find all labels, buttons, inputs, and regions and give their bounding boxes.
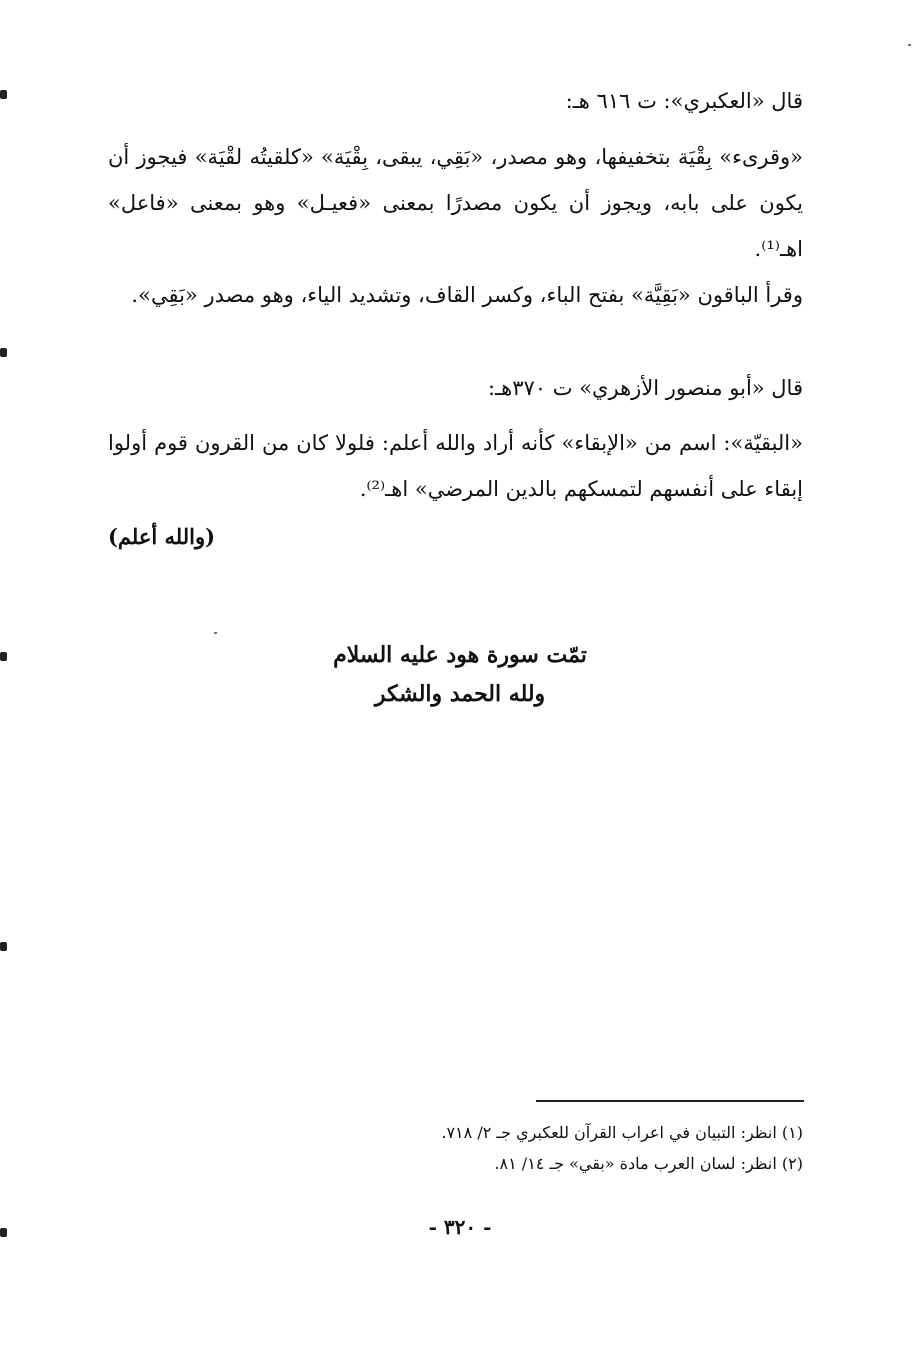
praise-line: ولله الحمد والشكر <box>374 681 546 707</box>
scan-edge-mark <box>0 1228 7 1237</box>
scan-speck <box>908 44 911 46</box>
footnote-2: (٢) انظر: لسان العرب مادة «بقي» جـ ١٤/ ٨١. <box>494 1154 803 1173</box>
quote-intro-azhari: قال «أبو منصور الأزهري» ت ٣٧٠هـ: <box>487 376 803 400</box>
scan-edge-mark <box>0 90 7 99</box>
paragraph-azhari: «البقيّة»: اسم من «الإبقاء» كأنه أراد والله أعلم: فلولا كان من القرون قوم أولوا إبقاء على أنفسهم لتمسكهم بالدين المرضي» اهـ⁽²⁾. <box>108 431 803 501</box>
footnote-divider <box>536 1100 804 1102</box>
quote-intro-ukbari: قال «العكبري»: ت ٦١٦ هـ: <box>565 89 803 113</box>
scan-edge-mark <box>0 348 7 357</box>
surah-end-line: تمّت سورة هود عليه السلام <box>333 642 587 668</box>
scan-edge-mark <box>0 652 7 661</box>
paragraph-other-readers: وقرأ الباقون «بَقِيَّة» بفتح الباء، وكسر القاف، وتشديد الياء، وهو مصدر «بَقِي». <box>131 283 803 307</box>
scan-speck <box>214 632 217 634</box>
footnote-1: (١) انظر: التبيان في اعراب القرآن للعكبري جـ ٢/ ٧١٨. <box>441 1123 803 1142</box>
closing-phrase: (والله أعلم) <box>108 524 216 549</box>
scan-edge-mark <box>0 942 7 951</box>
paragraph-ukbari: «وقرىء» بِقْيَة بتخفيفها، وهو مصدر، «بَقِي، يبقى، بِقْيَة» «كلقيتُه لقْيَة» فيجوز أن يكون على بابه، ويجوز أن يكون مصدرًا بمعنى «فعيـل» وهو بمعنى «فاعل» اهـ⁽¹⁾. <box>108 145 803 261</box>
page-number: - ٣٢٠ - <box>428 1215 492 1239</box>
